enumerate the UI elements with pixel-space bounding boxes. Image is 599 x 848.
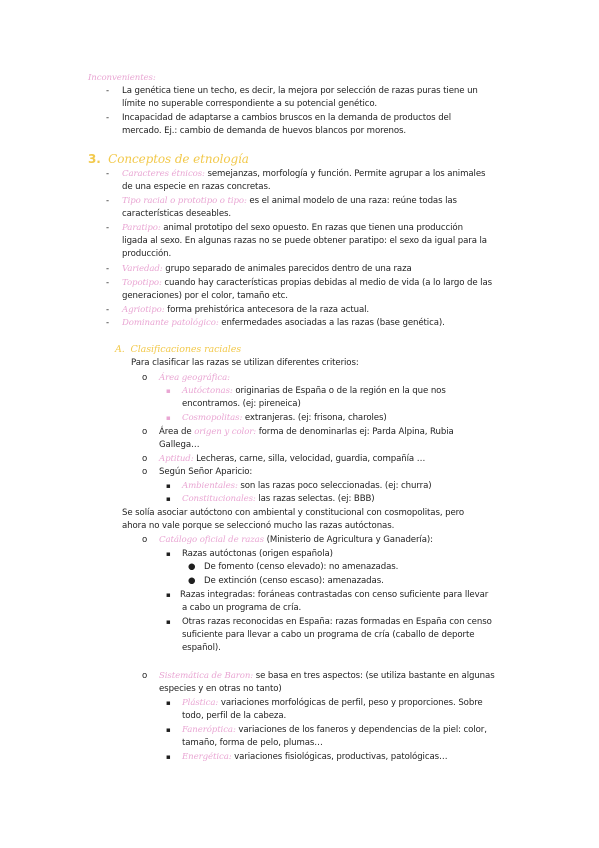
term: origen y color: xyxy=(194,427,257,437)
dot-bullet: ● xyxy=(188,576,196,586)
square-bullet: ▪ xyxy=(166,699,171,707)
definition: variaciones de los faneros y dependencias de la piel: color, xyxy=(235,725,487,735)
plastica xyxy=(182,698,483,709)
concept-tipo-racial xyxy=(122,196,457,207)
plastica-line-2: todo, perfil de la cabeza. xyxy=(182,711,287,721)
dash-bullet: - xyxy=(106,86,110,96)
term: Ambientales: xyxy=(182,481,238,491)
square-bullet: ▪ xyxy=(166,753,171,761)
razas-autoctonas: Razas autóctonas (origen española) xyxy=(182,549,333,559)
term: Faneróptica: xyxy=(182,725,236,735)
term: Plástica: xyxy=(182,698,219,708)
definition: extranjeras. (ej: frisona, charoles) xyxy=(242,413,387,423)
square-bullet: ▪ xyxy=(166,550,171,558)
term: Autóctonas: xyxy=(182,386,233,396)
concept-caracteres xyxy=(122,169,485,180)
dash-bullet: - xyxy=(106,278,110,288)
term: Aptitud: xyxy=(159,454,194,464)
concept-agriotipo xyxy=(122,305,369,316)
inconveniente-1-line-1: La genética tiene un techo, es decir, la mejora por selección de razas puras tiene un xyxy=(122,86,478,96)
definition: (Ministerio de Agricultura y Ganadería): xyxy=(264,535,433,545)
faneroptica-line-2: tamaño, forma de pelo, plumas… xyxy=(182,738,323,748)
concept-paratipo-line-2: ligada al sexo. En algunas razas no se puede obtener paratipo: el sexo da igual para la xyxy=(122,236,487,246)
term: Caracteres étnicos: xyxy=(122,169,205,179)
inconveniente-1-line-2: límite no superable correspondiente a su potencial genético. xyxy=(122,99,378,109)
prefix: Área de xyxy=(159,427,195,437)
term: Agriotipo: xyxy=(122,305,165,315)
otras-razas-line-3: español). xyxy=(182,643,221,653)
circle-bullet: o xyxy=(142,427,148,437)
definition: enfermedades asociadas a las razas (base genética). xyxy=(218,318,445,328)
dash-bullet: - xyxy=(106,169,110,179)
term: Paratipo: xyxy=(122,223,161,233)
definition: las razas selectas. (ej: BBB) xyxy=(255,494,375,504)
section-3-heading xyxy=(88,152,249,166)
term: Catálogo oficial de razas xyxy=(159,535,264,545)
square-bullet: ▪ xyxy=(166,387,171,395)
ambientales xyxy=(182,481,432,492)
dash-bullet: - xyxy=(106,113,110,123)
catalogo xyxy=(159,535,433,546)
dash-bullet: - xyxy=(106,223,110,233)
circle-bullet: o xyxy=(142,535,148,545)
definition: originarias de España o de la región en la que nos xyxy=(232,386,446,396)
definition: variaciones fisiológicas, productivas, patológicas… xyxy=(231,752,448,762)
inconveniente-2-line-2: mercado. Ej.: cambio de demanda de huevos blancos por morenos. xyxy=(122,126,407,136)
concept-topotipo xyxy=(122,278,492,289)
fomento: De fomento (censo elevado): no amenazadas. xyxy=(204,562,399,572)
concept-paratipo-line-3: producción. xyxy=(122,249,172,259)
integradas: Razas integradas: foráneas contrastadas con censo suficiente para llevar xyxy=(180,590,489,600)
definition: forma prehistórica antecesora de la raza actual. xyxy=(164,305,370,315)
square-bullet: ▪ xyxy=(166,414,171,422)
cosmopolitas xyxy=(182,413,387,424)
autoctonas-line-2: encontramos. (ej: pireneica) xyxy=(182,399,301,409)
inconveniente-2-line-1: Incapacidad de adaptarse a cambios bruscos en la demanda de productos del xyxy=(122,113,452,123)
note-line-1: Se solía asociar autóctono con ambiental y constitucional con cosmopolitas, pero xyxy=(122,508,465,518)
definition: es el animal modelo de una raza: reúne todas las xyxy=(246,196,457,206)
concept-paratipo xyxy=(122,223,463,234)
baron-line-2: especies y en otras no tanto) xyxy=(159,684,282,694)
definition: Lecheras, carne, silla, velocidad, guardia, compañía … xyxy=(193,454,426,464)
dot-bullet: ● xyxy=(188,562,196,572)
concept-variedad xyxy=(122,264,412,275)
section-number: 3. xyxy=(88,152,101,166)
term: Energética: xyxy=(182,752,232,762)
faneroptica xyxy=(182,725,487,736)
definition: forma de denominarlas ej: Parda Alpina, Rubia xyxy=(256,427,454,437)
circle-bullet: o xyxy=(142,467,148,477)
autoctonas xyxy=(182,386,446,397)
concept-tipo-racial-line-2: características deseables. xyxy=(122,209,232,219)
dash-bullet: - xyxy=(106,264,110,274)
square-bullet: ▪ xyxy=(166,726,171,734)
concept-topotipo-line-2: generaciones) por el color, tamaño etc. xyxy=(122,291,288,301)
dash-bullet: - xyxy=(106,305,110,315)
term: Tipo racial o prototipo o tipo: xyxy=(122,196,247,206)
term: Dominante patológico: xyxy=(122,318,219,328)
definition: cuando hay características propias debidas al medio de vida (a lo largo de las xyxy=(161,278,492,288)
term: Constitucionales: xyxy=(182,494,256,504)
concept-dominante xyxy=(122,318,445,329)
section-a-intro: Para clasificar las razas se utilizan diferentes criterios: xyxy=(131,358,359,368)
term: Cosmopolitas: xyxy=(182,413,243,423)
term: Topotipo: xyxy=(122,278,162,288)
circle-bullet: o xyxy=(142,671,148,681)
square-bullet: ▪ xyxy=(166,482,171,490)
aptitud xyxy=(159,454,425,465)
integradas-line-2: a cabo un programa de cría. xyxy=(182,603,302,613)
inconvenientes-heading: Inconvenientes: xyxy=(88,73,156,83)
definition: son las razas poco seleccionadas. (ej: churra) xyxy=(237,481,432,491)
section-title: Clasificaciones raciales xyxy=(130,344,242,355)
square-bullet: ▪ xyxy=(166,495,171,503)
constitucionales xyxy=(182,494,375,505)
note-line-2: ahora no vale porque se seleccionó mucho las razas autóctonas. xyxy=(122,521,395,531)
concept-caracteres-line-2: de una especie en razas concretas. xyxy=(122,182,271,192)
square-bullet: ▪ xyxy=(166,618,171,626)
circle-bullet: o xyxy=(142,454,148,464)
energetica xyxy=(182,752,448,763)
term: Sistemática de Baron: xyxy=(159,671,254,681)
extincion: De extinción (censo escaso): amenazadas. xyxy=(204,576,384,586)
area-geografica: Área geográfica: xyxy=(159,373,230,383)
dash-bullet: - xyxy=(106,318,110,328)
area-origen-line-2: Gallega… xyxy=(159,440,200,450)
dash-bullet: - xyxy=(106,196,110,206)
definition: semejanzas, morfología y función. Permite agrupar a los animales xyxy=(204,169,486,179)
aparicio: Según Señor Aparicio: xyxy=(159,467,253,477)
definition: se basa en tres aspectos: (se utiliza bastante en algunas xyxy=(253,671,495,681)
circle-bullet: o xyxy=(142,373,148,383)
baron xyxy=(159,671,495,682)
definition: grupo separado de animales parecidos dentro de una raza xyxy=(162,264,412,274)
term: Variedad: xyxy=(122,264,163,274)
area-origen xyxy=(159,427,454,438)
square-bullet: ▪ xyxy=(166,591,171,599)
section-letter: A. xyxy=(115,344,125,355)
definition: variaciones morfológicas de perfil, peso y proporciones. Sobre xyxy=(218,698,483,708)
otras-razas: Otras razas reconocidas en España: razas formadas en España con censo xyxy=(182,617,492,627)
otras-razas-line-2: suficiente para llevar a cabo un programa de cría (caballo de deporte xyxy=(182,630,475,640)
definition: animal prototipo del sexo opuesto. En razas que tienen una producción xyxy=(160,223,463,233)
section-title: Conceptos de etnología xyxy=(108,152,249,166)
section-a-heading xyxy=(115,344,241,356)
